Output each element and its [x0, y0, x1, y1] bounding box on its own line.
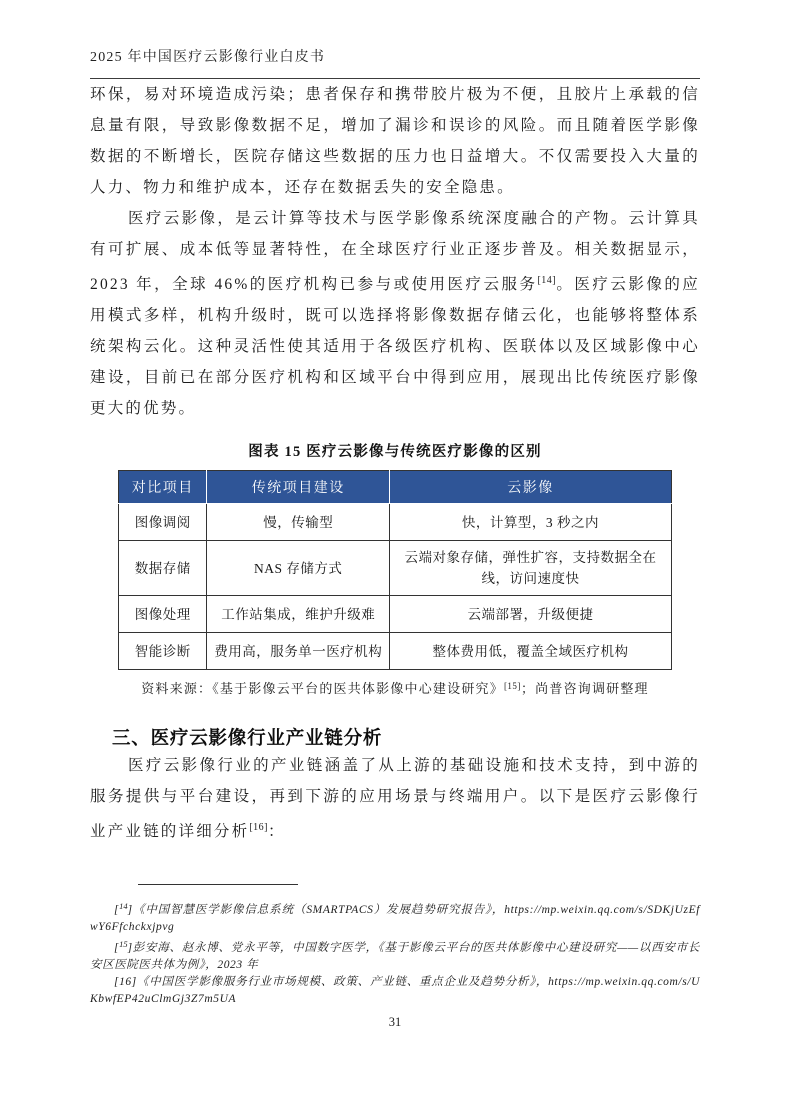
table-cell: 智能诊断 [119, 633, 207, 670]
table-cell: 费用高，服务单一医疗机构 [207, 633, 389, 670]
table-header-row [119, 471, 672, 504]
section-heading-industry-chain: 三、医疗云影像行业产业链分析 [112, 729, 383, 749]
footnote-separator [138, 884, 298, 885]
table-cell: 工作站集成，维护升级难 [207, 596, 389, 633]
footnotes-section [90, 898, 700, 1008]
paragraph-text: 医疗云影像行业的产业链涵盖了从上游的基础设施和技术支持，到中游的服务提供与平台建设，再到下游的应用场景与终端用户。以下是医疗云影像行业产业链的详细分析 [90, 757, 700, 840]
comparison-table [118, 470, 672, 670]
table-cell: 云端对象存储，弹性扩容，支持数据全在线，访问速度快 [389, 541, 671, 596]
paragraph-text: 。医疗云影像的应用模式多样，机构升级时，既可以选择将影像数据存储云化，也能够将整体系统架构云化。这种灵活性使其适用于各级医疗机构、医联体以及区域影像中心建设，目前已在部分医疗机构和区域平台中得到应用，展现出比传统医疗影像更大的优势。 [90, 276, 700, 417]
footnote-15 [90, 936, 700, 974]
footnote-ref-15: [15] [503, 681, 521, 691]
footnote-text: 《中国医学影像服务行业市场规模、政策、产业链、重点企业及趋势分析》，https://mp.weixin.qq.com/s/UKbwfEP42uClmGj3Z7m5UA [90, 976, 700, 1005]
table-cell: 整体费用低，覆盖全域医疗机构 [389, 633, 671, 670]
footnote-marker: [16] [114, 976, 137, 988]
column-header-item: 对比项目 [119, 471, 207, 504]
table-cell: 快，计算型，3 秒之内 [389, 504, 671, 541]
footnote-16 [90, 974, 700, 1008]
paragraph-text: 医疗云影像，是云计算等技术与医学影像系统深度融合的产物。云计算具有可扩展、成本低等显著特性，在全球医疗行业正逐步普及。相关数据显示，2023 年，全球 46%的医疗机构已参与或使用医疗云服务 [90, 210, 700, 293]
running-header: 2025 年中国医疗云影像行业白皮书 [90, 50, 326, 65]
table-cell: 数据存储 [119, 541, 207, 596]
table-cell: 云端部署，升级便捷 [389, 596, 671, 633]
figure-source-note [90, 678, 700, 697]
paragraph-film-drawbacks: 环保，易对环境造成污染；患者保存和携带胶片极为不便，且胶片上承载的信息量有限，导致影像数据不足，增加了漏诊和误诊的风险。而且随着医学影像数据的不断增长，医院存储这些数据的压力也日益增大。不仅需要投入大量的人力、物力和维护成本，还存在数据丢失的安全隐患。 [90, 86, 700, 196]
footnote-14 [90, 898, 700, 936]
paragraph-cloud-imaging-intro [90, 203, 700, 424]
column-header-cloud: 云影像 [389, 471, 671, 504]
paragraph-industry-chain-intro [90, 750, 700, 847]
table-row [119, 596, 672, 633]
source-text: 资料来源：《基于影像云平台的医共体影像中心建设研究》 [141, 681, 504, 696]
paragraph-text: ： [267, 823, 286, 840]
table-cell: 图像调阅 [119, 504, 207, 541]
table-cell: 图像处理 [119, 596, 207, 633]
source-text: ；尚普咨询调研整理 [520, 681, 649, 696]
figure-caption: 图表 15 医疗云影像与传统医疗影像的区别 [248, 444, 542, 460]
column-header-traditional: 传统项目建设 [207, 471, 389, 504]
table-row [119, 541, 672, 596]
table-cell: NAS 存储方式 [207, 541, 389, 596]
footnote-marker: [$^{15}$] [114, 939, 133, 954]
table-cell: 慢，传输型 [207, 504, 389, 541]
footnote-ref-16: [16] [249, 822, 268, 833]
footnote-text: 《中国智慧医学影像信息系统（SMARTPACS）发展趋势研究报告》，https://mp.weixin.qq.com/s/SDKjUzEfwY6Ffchckxjpvg [90, 904, 700, 933]
page-number: 31 [388, 1015, 402, 1029]
table-row [119, 504, 672, 541]
footnote-ref-14: [14] [537, 275, 557, 286]
footnote-text: 彭安海、赵永博、党永平等，中国数字医学，《基于影像云平台的医共体影像中心建设研究——以西安市长安区医院医共体为例》，2023 年 [90, 942, 700, 971]
footnote-marker: [$^{14}$] [114, 901, 133, 916]
table-row [119, 633, 672, 670]
